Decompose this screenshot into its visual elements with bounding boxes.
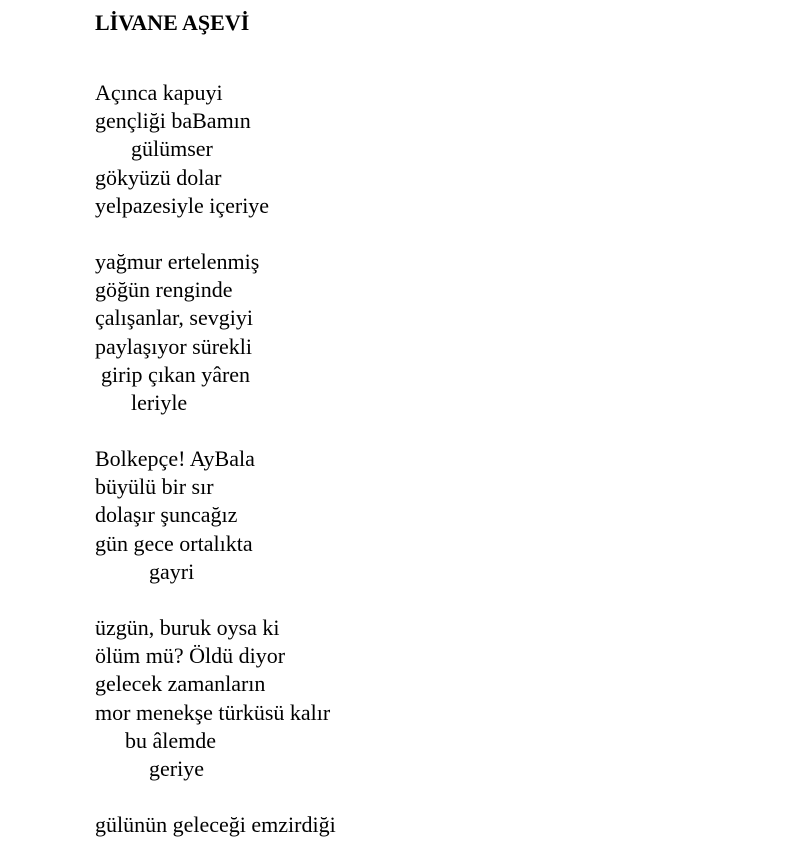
poem-title: LİVANE AŞEVİ <box>95 10 250 35</box>
poem-line: geriye <box>149 755 204 781</box>
poem-line: yağmur ertelenmiş <box>95 248 260 274</box>
poem-line: girip çıkan yâren <box>101 361 251 387</box>
stanza-3 <box>95 445 775 586</box>
poem-line: üzgün, buruk oysa ki <box>95 615 280 640</box>
poem-line: gayri <box>149 558 195 584</box>
poem-line: paylaşıyor sürekli <box>95 333 253 359</box>
poem-line: Açınca kapuyi <box>95 80 223 105</box>
stanza-2 <box>95 248 775 417</box>
stanza-4 <box>95 614 775 783</box>
poem-line: gökyüzü dolar <box>95 164 222 190</box>
poem-line: ölüm mü? Öldü diyor <box>95 643 286 669</box>
poem-line: çalışanlar, sevgiyi <box>95 305 253 331</box>
poem-line: gelecek zamanların <box>95 671 266 697</box>
poem-line: leriyle <box>131 389 188 415</box>
poem-line: gençliği baBamın <box>95 108 251 134</box>
stanza-1 <box>95 79 775 220</box>
stanza-5 <box>95 811 775 839</box>
poem-line: Bolkepçe! AyBala <box>95 446 255 472</box>
poem <box>95 9 775 867</box>
poem-line: gün gece ortalıkta <box>95 530 253 556</box>
poem-line: mor menekşe türküsü kalır <box>95 699 331 725</box>
poem-line: gülümser <box>131 136 213 162</box>
poem-line: yelpazesiyle içeriye <box>95 192 270 218</box>
poem-line: bu âlemde <box>125 727 217 753</box>
poem-line: gülünün geleceği emzirdiği <box>95 812 336 838</box>
poem-line: dolaşır şuncağız <box>95 502 238 528</box>
poem-line: göğün renginde <box>95 277 233 303</box>
poem-line: büyülü bir sır <box>95 474 214 500</box>
